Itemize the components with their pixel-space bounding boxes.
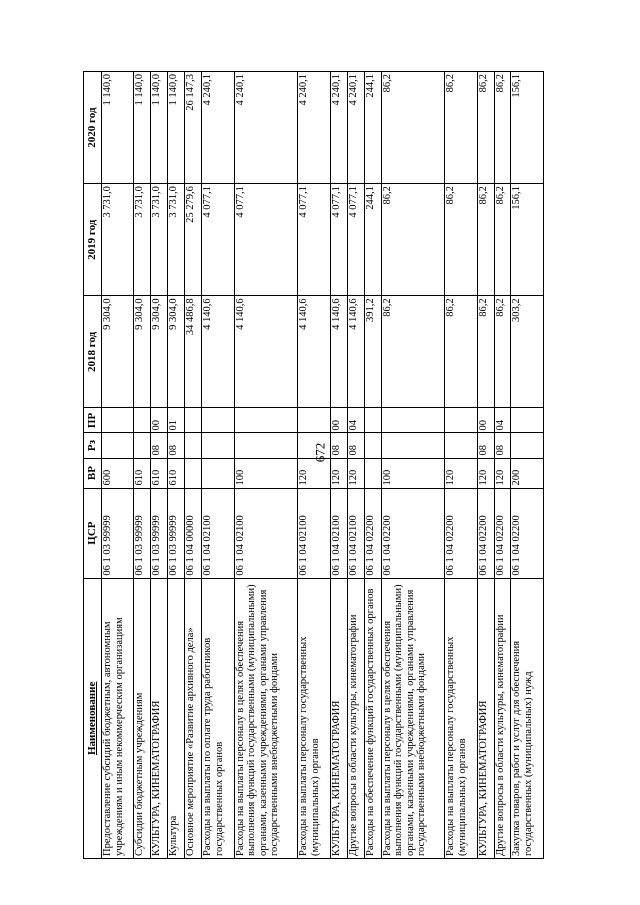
row-value-2018: 86,2: [445, 296, 477, 408]
row-value-2019: 86,2: [381, 184, 445, 296]
row-vr: 610: [134, 458, 151, 488]
header-2020: 2020 год: [84, 72, 102, 184]
row-csr: 06 1 04 02200: [494, 488, 511, 578]
row-rz: [134, 433, 151, 458]
row-name: Другие вопросы в области культуры, кинематографии: [347, 578, 364, 858]
row-vr: 120: [494, 458, 511, 488]
row-rz: [381, 433, 445, 458]
row-value-2019: 86,2: [477, 184, 494, 296]
row-csr: 06 1 04 02200: [364, 488, 381, 578]
row-value-2018: 86,2: [494, 296, 511, 408]
row-rz: [202, 433, 234, 458]
row-name: Расходы на выплаты персоналу в целях обеспечения выполнения функций государственными (муниципальными) органами, казенными учреждениями, органами управления государственными внебюджетными фондами: [234, 578, 298, 858]
row-value-2020: 244,1: [364, 72, 381, 184]
row-rz: [234, 433, 298, 458]
table-row: [381, 72, 445, 859]
header-2018: 2018 год: [84, 296, 102, 408]
row-csr: 06 1 03 99999: [134, 488, 151, 578]
row-value-2019: 86,2: [494, 184, 511, 296]
table-row: [298, 72, 330, 859]
header-2019: 2019 год: [84, 184, 102, 296]
row-vr: [185, 458, 202, 488]
row-rz: [511, 433, 544, 458]
row-value-2019: 156,1: [511, 184, 544, 296]
row-vr: [364, 458, 381, 488]
row-rz: 08: [494, 433, 511, 458]
row-value-2020: 4 240,1: [347, 72, 364, 184]
row-value-2019: 4 077,1: [234, 184, 298, 296]
row-csr: 06 1 04 02200: [477, 488, 494, 578]
row-value-2019: 4 077,1: [202, 184, 234, 296]
row-vr: 200: [511, 458, 544, 488]
row-name: Другие вопросы в области культуры, кинематографии: [494, 578, 511, 858]
row-name: Субсидии бюджетным учреждениям: [134, 578, 151, 858]
table-row: [102, 72, 134, 859]
row-csr: 06 1 04 02200: [511, 488, 544, 578]
budget-table: [83, 71, 544, 859]
table-row: [134, 72, 151, 859]
row-value-2018: 4 140,6: [298, 296, 330, 408]
row-name: Культура: [168, 578, 185, 858]
row-value-2018: 9 304,0: [134, 296, 151, 408]
rotated-table-container: [83, 71, 544, 859]
row-rz: 08: [330, 433, 347, 458]
row-name: Расходы на выплаты по оплате труда работников государственных органов: [202, 578, 234, 858]
table-row: [494, 72, 511, 859]
table-row: [511, 72, 544, 859]
row-value-2018: 9 304,0: [102, 296, 134, 408]
row-value-2018: 34 486,8: [185, 296, 202, 408]
row-value-2019: 4 077,1: [298, 184, 330, 296]
row-csr: 06 1 03 99999: [102, 488, 134, 578]
row-value-2020: 4 240,1: [202, 72, 234, 184]
row-value-2020: 4 240,1: [330, 72, 347, 184]
row-pr: 00: [151, 408, 168, 433]
row-value-2019: 86,2: [445, 184, 477, 296]
row-rz: [298, 433, 330, 458]
row-value-2018: 9 304,0: [168, 296, 185, 408]
page-number: 672: [312, 442, 328, 463]
row-value-2019: 3 731,0: [102, 184, 134, 296]
table-row: [185, 72, 202, 859]
table-row: [234, 72, 298, 859]
row-rz: [445, 433, 477, 458]
row-pr: [102, 408, 134, 433]
row-name: Расходы на выплаты персоналу государственных (муниципальных) органов: [445, 578, 477, 858]
row-value-2018: 4 140,6: [202, 296, 234, 408]
row-name: КУЛЬТУРА, КИНЕМАТОГРАФИЯ: [151, 578, 168, 858]
row-value-2019: 244,1: [364, 184, 381, 296]
row-pr: [364, 408, 381, 433]
table-row: [364, 72, 381, 859]
row-rz: [102, 433, 134, 458]
table-row: [347, 72, 364, 859]
row-pr: 04: [347, 408, 364, 433]
row-vr: [202, 458, 234, 488]
row-csr: 06 1 03 99999: [151, 488, 168, 578]
row-value-2020: 156,1: [511, 72, 544, 184]
row-vr: 100: [234, 458, 298, 488]
row-csr: 06 1 04 02200: [445, 488, 477, 578]
row-value-2019: 4 077,1: [330, 184, 347, 296]
row-value-2018: 391,2: [364, 296, 381, 408]
row-pr: [134, 408, 151, 433]
header-rz: Рз: [84, 433, 102, 458]
row-csr: 06 1 04 02100: [347, 488, 364, 578]
row-pr: [381, 408, 445, 433]
row-value-2019: 3 731,0: [168, 184, 185, 296]
table-row: [151, 72, 168, 859]
row-value-2018: 9 304,0: [151, 296, 168, 408]
row-name: Закупка товаров, работ и услуг для обеспечения государственных (муниципальных) нужд: [511, 578, 544, 858]
row-pr: [511, 408, 544, 433]
row-vr: 120: [330, 458, 347, 488]
row-pr: [185, 408, 202, 433]
row-name: Расходы на обеспечение функций государственных органов: [364, 578, 381, 858]
header-vr: ВР: [84, 458, 102, 488]
row-pr: 01: [168, 408, 185, 433]
row-name: Предоставление субсидий бюджетным, автономным учреждениям и иным некоммерческим организациям: [102, 578, 134, 858]
header-name: Наименование: [84, 578, 102, 858]
row-value-2018: 4 140,6: [234, 296, 298, 408]
row-pr: [298, 408, 330, 433]
row-value-2019: 4 077,1: [347, 184, 364, 296]
table-row: [168, 72, 185, 859]
row-value-2020: 26 147,3: [185, 72, 202, 184]
row-vr: 120: [445, 458, 477, 488]
row-value-2019: 25 279,6: [185, 184, 202, 296]
row-vr: 610: [151, 458, 168, 488]
row-value-2020: 4 240,1: [298, 72, 330, 184]
row-vr: 600: [102, 458, 134, 488]
row-rz: 08: [347, 433, 364, 458]
row-value-2019: 3 731,0: [151, 184, 168, 296]
table-row: [445, 72, 477, 859]
header-csr: ЦСР: [84, 488, 102, 578]
row-value-2020: 1 140,0: [134, 72, 151, 184]
row-name: Расходы на выплаты персоналу государственных (муниципальных) органов: [298, 578, 330, 858]
table-row: [330, 72, 347, 859]
header-pr: ПР: [84, 408, 102, 433]
row-value-2018: 86,2: [477, 296, 494, 408]
row-value-2018: 4 140,6: [347, 296, 364, 408]
row-rz: [185, 433, 202, 458]
row-csr: 06 1 04 02100: [202, 488, 234, 578]
row-name: Расходы на выплаты персоналу в целях обеспечения выполнения функций государственными (муниципальными) органами, казенными учреждениями, органами управления государственными внебюджетными фондами: [381, 578, 445, 858]
row-name: КУЛЬТУРА, КИНЕМАТОГРАФИЯ: [477, 578, 494, 858]
row-pr: [202, 408, 234, 433]
row-value-2020: 86,2: [445, 72, 477, 184]
row-value-2020: 86,2: [381, 72, 445, 184]
table-row: [477, 72, 494, 859]
row-vr: 100: [381, 458, 445, 488]
row-rz: [364, 433, 381, 458]
row-vr: 120: [477, 458, 494, 488]
row-pr: 00: [330, 408, 347, 433]
row-value-2020: 1 140,0: [168, 72, 185, 184]
row-rz: 08: [168, 433, 185, 458]
row-value-2018: 4 140,6: [330, 296, 347, 408]
row-vr: 120: [347, 458, 364, 488]
row-value-2018: 303,2: [511, 296, 544, 408]
row-pr: [234, 408, 298, 433]
row-csr: 06 1 04 00000: [185, 488, 202, 578]
row-rz: 08: [151, 433, 168, 458]
header-row: [84, 72, 102, 859]
row-csr: 06 1 03 99999: [168, 488, 185, 578]
row-value-2020: 86,2: [477, 72, 494, 184]
row-value-2020: 1 140,0: [102, 72, 134, 184]
row-name: КУЛЬТУРА, КИНЕМАТОГРАФИЯ: [330, 578, 347, 858]
row-value-2018: 86,2: [381, 296, 445, 408]
table-body: [102, 72, 544, 859]
table-header: [84, 72, 102, 859]
table-row: [202, 72, 234, 859]
row-csr: 06 1 04 02100: [298, 488, 330, 578]
row-value-2020: 4 240,1: [234, 72, 298, 184]
row-pr: [445, 408, 477, 433]
row-csr: 06 1 04 02100: [234, 488, 298, 578]
row-pr: 00: [477, 408, 494, 433]
row-rz: 08: [477, 433, 494, 458]
row-vr: 610: [168, 458, 185, 488]
row-pr: 04: [494, 408, 511, 433]
row-value-2020: 86,2: [494, 72, 511, 184]
row-csr: 06 1 04 02100: [330, 488, 347, 578]
row-name: Основное мероприятие «Развитие архивного дела»: [185, 578, 202, 858]
row-value-2019: 3 731,0: [134, 184, 151, 296]
row-value-2020: 1 140,0: [151, 72, 168, 184]
row-csr: 06 1 04 02200: [381, 488, 445, 578]
row-vr: 120: [298, 458, 330, 488]
